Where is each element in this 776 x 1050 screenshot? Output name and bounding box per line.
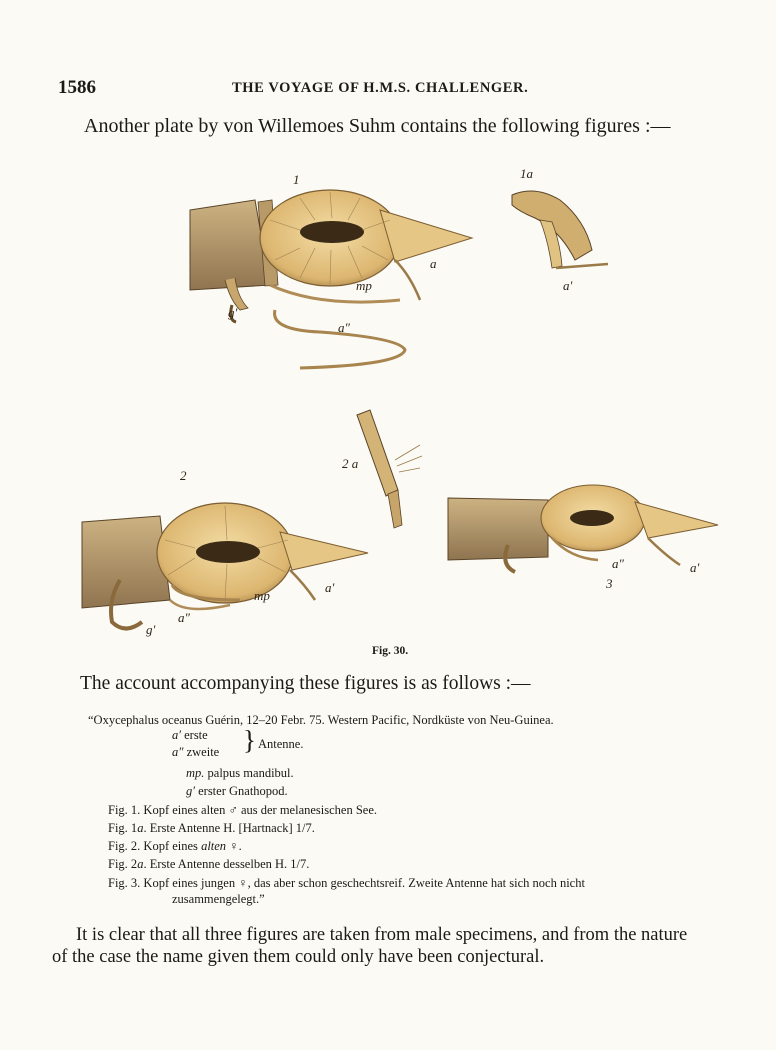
text: erste	[184, 728, 208, 742]
fig3-desc-line1: Fig. 3. Kopf eines jungen ♀, das aber schon geschechtsreif. Zweite Antenne hat sich noch nicht	[108, 876, 585, 890]
label-g: g′	[146, 622, 156, 637]
fig-number: Fig. 2	[108, 857, 138, 871]
account-intro: The account accompanying these figures is as follows :—	[80, 673, 531, 694]
antenne-label: Antenne.	[258, 737, 304, 751]
label-a-prime: a′	[690, 560, 700, 575]
label-g: g′	[228, 305, 238, 320]
text: palpus mandibul.	[207, 766, 294, 780]
intro-text: Another plate by von Willemoes Suhm contains the following figures :—	[84, 115, 671, 137]
fig2-number: 2	[180, 468, 187, 483]
text: ♀.	[229, 839, 242, 853]
figure-30	[0, 160, 776, 640]
fig1a-antenna	[512, 191, 608, 268]
text: Fig. 2. Kopf eines	[108, 839, 198, 853]
g-line	[186, 784, 288, 799]
closing-line1: It is clear that all three figures are taken from male specimens, and from the nature	[76, 925, 688, 945]
running-title: THE VOYAGE OF H.M.S. CHALLENGER.	[232, 80, 529, 96]
text: zweite	[186, 745, 220, 759]
fig1-number: 1	[293, 172, 300, 187]
symbol: mp.	[186, 766, 205, 780]
fig1-desc: Fig. 1. Kopf eines alten ♂ aus der melanesischen See.	[108, 803, 378, 817]
label-a: a	[430, 256, 437, 271]
fig1a-number: 1a	[520, 166, 533, 181]
label-a-prime: a′	[563, 278, 573, 293]
fig2-desc	[108, 839, 242, 854]
label-mp: mp	[254, 588, 270, 603]
text: . Erste Antenne H. [Hartnack] 1/7.	[143, 821, 315, 835]
fig2a-antenna	[357, 410, 422, 528]
fig3-specimen	[448, 485, 718, 572]
fig1a-desc	[108, 821, 315, 836]
label-a-prime: a′	[325, 580, 335, 595]
label-a-double: a″	[612, 556, 624, 571]
symbol: a″	[172, 745, 184, 759]
amphipod-illustration	[0, 160, 776, 640]
text: . Erste Antenne desselben H. 1/7.	[143, 857, 310, 871]
fig-letter: a	[137, 857, 144, 871]
fig3-desc-line2: zusammengelegt.”	[172, 892, 265, 906]
fig3-number: 3	[606, 576, 613, 591]
antenna-a2	[172, 745, 219, 760]
quote-opening: “Oxycephalus oceanus Guérin, 12–20 Febr. 75. Western Pacific, Nordküste von Neu-Guinea.	[88, 713, 554, 727]
fig2-specimen	[82, 503, 368, 629]
symbol: a′	[172, 728, 181, 742]
figure-caption: Fig. 30.	[372, 645, 409, 657]
fig-number: Fig. 1	[108, 821, 138, 835]
text: erster Gnathopod.	[198, 784, 288, 798]
closing-line2: of the case the name given them could only have been conjectural.	[52, 947, 545, 967]
fig-letter: a	[137, 821, 144, 835]
italic-word: alten	[201, 839, 227, 853]
brace: }	[243, 725, 256, 755]
fig1-specimen	[190, 190, 472, 368]
label-a-double: a″	[338, 320, 350, 335]
label-mp: mp	[356, 278, 372, 293]
fig2a-number: 2 a	[342, 456, 359, 471]
page-number: 1586	[58, 77, 96, 98]
symbol: g′	[186, 784, 195, 798]
mp-line	[186, 766, 294, 781]
label-a-double: a″	[178, 610, 190, 625]
fig2a-desc	[108, 857, 309, 872]
antenna-a1	[172, 728, 208, 743]
